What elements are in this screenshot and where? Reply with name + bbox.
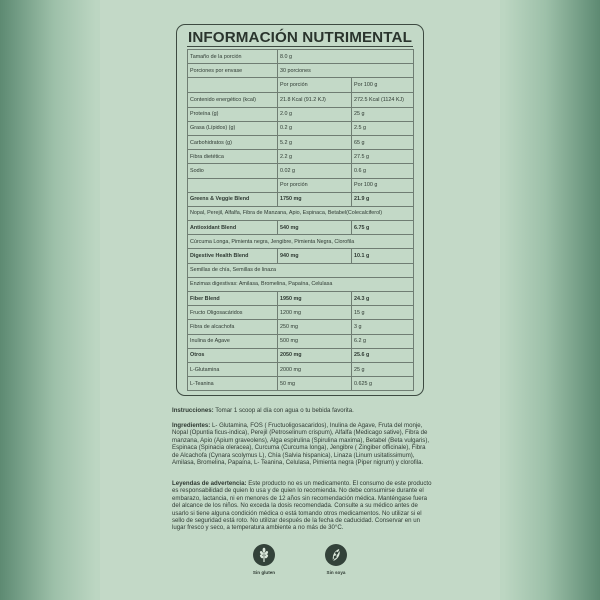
table-cell: Fiber Blend — [188, 292, 278, 306]
table-cell: 6.75 g — [352, 221, 414, 235]
table-cell: 250 mg — [278, 320, 352, 334]
table-row — [188, 249, 414, 263]
ingredients-block — [172, 422, 434, 466]
soy-icon — [325, 544, 347, 566]
table-cell: Antioxidant Blend — [188, 221, 278, 235]
table-row — [188, 235, 414, 249]
ingredients-heading: Ingredientes: — [172, 422, 211, 429]
table-row — [188, 320, 414, 334]
table-cell: Inulina de Agave — [188, 334, 278, 348]
nutrition-table — [187, 49, 414, 391]
table-cell: Grasa (Lípidos) (g) — [188, 121, 278, 135]
table-cell: Sodio — [188, 164, 278, 178]
badge-label: Sin gluten — [252, 570, 276, 575]
table-cell: 0.625 g — [352, 377, 414, 391]
ingredients-text: L- Glutamina, FOS ( Fructuoligosacaridos), Inulina de Agave, Fruta del monje, Nopal (Opuntia ficus-indica), Perejil (Petroselinum crispum), Alfalfa (Medicago sative), Fibra de manzana, Apio (Apium graveolens), Alga espirulina (Spirulina maxima), Betabel (Beta vulgaris), Espinaca (Spinacia oleracea), Curcuma (Curcuma longa), Jengibre ( Zingiber officinale), Fibra de Alcachofa (Cynara scolymus L), Chía (Salvia hispanica), Linaza (Linum usitatissimum), Amilasa, Bromelina, Papaína, L- Teanina, Celulasa, Pimienta negra (Piper nigrum) y clorofila. — [172, 422, 430, 467]
table-cell: 1950 mg — [278, 292, 352, 306]
title-divider — [187, 46, 413, 47]
table-cell: Tamaño de la porción — [188, 50, 278, 64]
table-cell: Fibra de alcachofa — [188, 320, 278, 334]
table-row — [188, 221, 414, 235]
table-cell: 1750 mg — [278, 192, 352, 206]
table-cell: Proteína (g) — [188, 107, 278, 121]
table-cell: 2.2 g — [278, 150, 352, 164]
label-title: INFORMACIÓN NUTRIMENTAL — [188, 29, 412, 46]
table-row — [188, 362, 414, 376]
table-cell: 25.6 g — [352, 348, 414, 362]
table-cell: Contenido energético (kcal) — [188, 92, 278, 107]
table-cell: 21.8 Kcal (91.2 KJ) — [278, 92, 352, 107]
table-cell: Semillas de chía, Semillas de linaza — [188, 263, 414, 277]
warnings-text: Este producto no es un medicamento. El consumo de este producto es responsabilidad de quien lo usa y de quien lo recomienda. No debe consumirse durante el embarazo, lactancia, ni en menores de 12 años sin recomendación médica. Manténgase fuera del alcance de los niños. No exceda la dosis recomendada. Consulte a su médico antes de usarlo si tiene alguna condición médica o está tomando otros medicamentos. No utilizar si el sello de seguridad está roto. No utilizar después de la fecha de caducidad. Conservar en un lugar fresco y seco, a temperatura ambiente a no más de 30°C. — [172, 480, 432, 532]
table-cell: Cúrcuma Longa, Pimienta negra, Jengibre, Pimienta Negra, Clorofila — [188, 235, 414, 249]
table-row — [188, 334, 414, 348]
table-cell: Fibra dietética — [188, 150, 278, 164]
table-cell: 27.5 g — [352, 150, 414, 164]
table-cell: 2.0 g — [278, 107, 352, 121]
table-cell: 500 mg — [278, 334, 352, 348]
table-cell: 1200 mg — [278, 306, 352, 320]
table-cell: Fructo Oligosacáridos — [188, 306, 278, 320]
table-row — [188, 206, 414, 220]
table-cell: Nopal, Perejil, Alfalfa, Fibra de Manzana, Apio, Espinaca, Betabel(Colecalciferol) — [188, 206, 414, 220]
nutrition-label — [176, 24, 424, 396]
warnings-block — [172, 480, 434, 532]
table-row — [188, 78, 414, 92]
table-row — [188, 178, 414, 192]
table-cell — [188, 78, 278, 92]
instructions-heading: Instrucciones: — [172, 407, 214, 414]
table-cell: 8.0 g — [278, 50, 414, 64]
table-row — [188, 306, 414, 320]
table-row — [188, 377, 414, 391]
table-row — [188, 121, 414, 135]
table-row — [188, 92, 414, 107]
badge-soy-free — [316, 544, 356, 575]
table-cell: Porciones por envase — [188, 64, 278, 78]
table-cell: 272.5 Kcal (1124 KJ) — [352, 92, 414, 107]
table-cell: 30 porciones — [278, 64, 414, 78]
table-cell: 15 g — [352, 306, 414, 320]
table-cell: Por porción — [278, 78, 352, 92]
table-cell: Por porción — [278, 178, 352, 192]
table-cell: 25 g — [352, 362, 414, 376]
table-cell: 2050 mg — [278, 348, 352, 362]
table-cell: 5.2 g — [278, 135, 352, 149]
table-cell: 0.2 g — [278, 121, 352, 135]
table-cell: 940 mg — [278, 249, 352, 263]
table-row — [188, 263, 414, 277]
table-cell: 3 g — [352, 320, 414, 334]
table-row — [188, 107, 414, 121]
badge-gluten-free — [244, 544, 284, 575]
table-cell: Por 100 g — [352, 178, 414, 192]
table-cell: L-Glutamina — [188, 362, 278, 376]
table-cell: Greens & Veggie Blend — [188, 192, 278, 206]
table-row — [188, 192, 414, 206]
table-cell: 25 g — [352, 107, 414, 121]
table-cell: Carbohidratos (g) — [188, 135, 278, 149]
table-cell: 50 mg — [278, 377, 352, 391]
table-row — [188, 292, 414, 306]
table-cell: 65 g — [352, 135, 414, 149]
table-cell: 24.3 g — [352, 292, 414, 306]
table-row — [188, 348, 414, 362]
table-cell: 10.1 g — [352, 249, 414, 263]
table-row — [188, 64, 414, 78]
table-cell: 21.9 g — [352, 192, 414, 206]
table-cell: L-Teanina — [188, 377, 278, 391]
table-cell: Enzimas digestivas: Amilasa, Bromelina, Papaína, Celulasa — [188, 277, 414, 291]
wheat-icon — [253, 544, 275, 566]
table-cell: Otros — [188, 348, 278, 362]
table-cell: 2.5 g — [352, 121, 414, 135]
badge-label: Sin soya — [326, 570, 346, 575]
table-cell: Por 100 g — [352, 78, 414, 92]
table-row — [188, 277, 414, 291]
table-cell: Digestive Health Blend — [188, 249, 278, 263]
instructions-text: Tomar 1 scoop al día con agua o tu bebida favorita. — [213, 407, 354, 414]
table-row — [188, 150, 414, 164]
table-cell: 2000 mg — [278, 362, 352, 376]
table-row — [188, 135, 414, 149]
warnings-heading: Leyendas de advertencia: — [172, 480, 247, 487]
table-cell: 0.02 g — [278, 164, 352, 178]
table-row — [188, 50, 414, 64]
table-cell — [188, 178, 278, 192]
table-cell: 540 mg — [278, 221, 352, 235]
table-cell: 0.6 g — [352, 164, 414, 178]
table-cell: 6.2 g — [352, 334, 414, 348]
table-row — [188, 164, 414, 178]
instructions-block — [172, 407, 434, 414]
